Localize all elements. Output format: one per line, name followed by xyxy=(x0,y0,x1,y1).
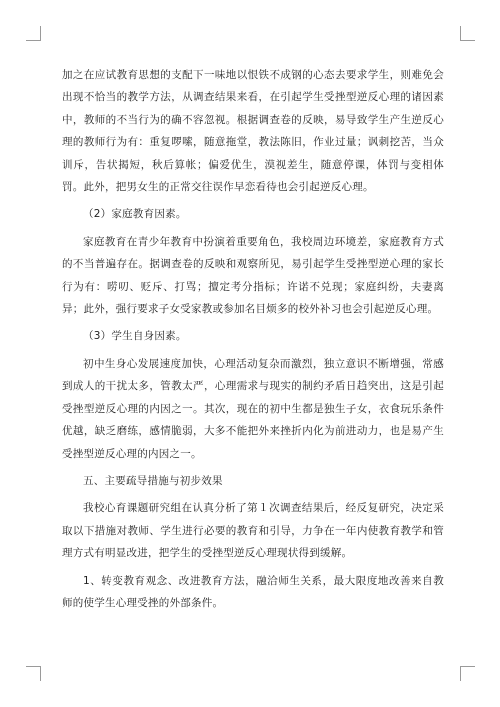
crop-mark-bottom-right xyxy=(460,666,475,681)
crop-mark-top-left xyxy=(26,26,41,41)
heading-section-five: 五、主要疏导措施与初步效果 xyxy=(83,474,223,487)
document-body xyxy=(62,64,444,619)
paragraph-measure-one: 1、转变教育观念、改进教育方法，融洽师生关系，最大限度地改善来自教师的使学生心理受挫的外部条件。 xyxy=(62,574,444,609)
crop-mark-top-right xyxy=(460,26,475,41)
heading-family-factors: （2）家庭教育因素。 xyxy=(83,208,187,221)
paragraph-measures-intro: 我校心育课题研究组在认真分析了第１次调查结果后，经反复研究，决定采取以下措施对教师、学生进行必要的教育和引导，力争在一年内使教育教学和管理方式有明显改进，把学生的受挫型逆反心理现状得到缓解。 xyxy=(62,502,444,560)
paragraph-family-factors: 家庭教育在青少年教育中扮演着重要角色，我校周边环境差，家庭教育方式的不当普遍存在。据调查卷的反映和观察所见，易引起学生受挫型逆心理的家长行为有：唠叨、贬斥、打骂；擅定考分指标；许诺不兑现；家庭纠纷，夫妻离异；此外，强行要求子女受家教或参加名目烦多的校外补习也会引起逆反心理。 xyxy=(62,235,444,316)
heading-student-factors: （3）学生自身因素。 xyxy=(83,330,187,343)
paragraph-student-factors: 初中生身心发展速度加快，心理活动复杂而激烈，独立意识不断增强，常感到成人的干扰太多，管教太严，心理需求与现实的制约矛盾日趋突出，这是引起受挫型逆反心理的内因之一。其次，现在的初中生都是独生子女，衣食玩乐条件优越，缺乏磨练，感情脆弱，大多不能把外来挫折内化为前进动力，也是易产生受挫型逆反心理的内因之一。 xyxy=(62,357,444,460)
crop-mark-bottom-left xyxy=(26,666,41,681)
paragraph-teacher-factors: 加之在应试教育思想的支配下一味地以恨铁不成钢的心态去要求学生，则难免会出现不恰当的教学方法，从调查结果来看，在引起学生受挫型逆反心理的诸因素中，教师的不当行为的确不容忽视。根据调查卷的反映，易导致学生产生逆反心理的教师行为有：重复啰嗦，随意拖堂，教法陈旧，作业过量；讽刺挖苦，当众训斥，告状揭短，秋后算帐；偏爱优生，漠视差生，随意停课，体罚与变相体罚。此外，把男女生的正常交往误作早恋看待也会引起逆反心理。 xyxy=(62,69,444,194)
